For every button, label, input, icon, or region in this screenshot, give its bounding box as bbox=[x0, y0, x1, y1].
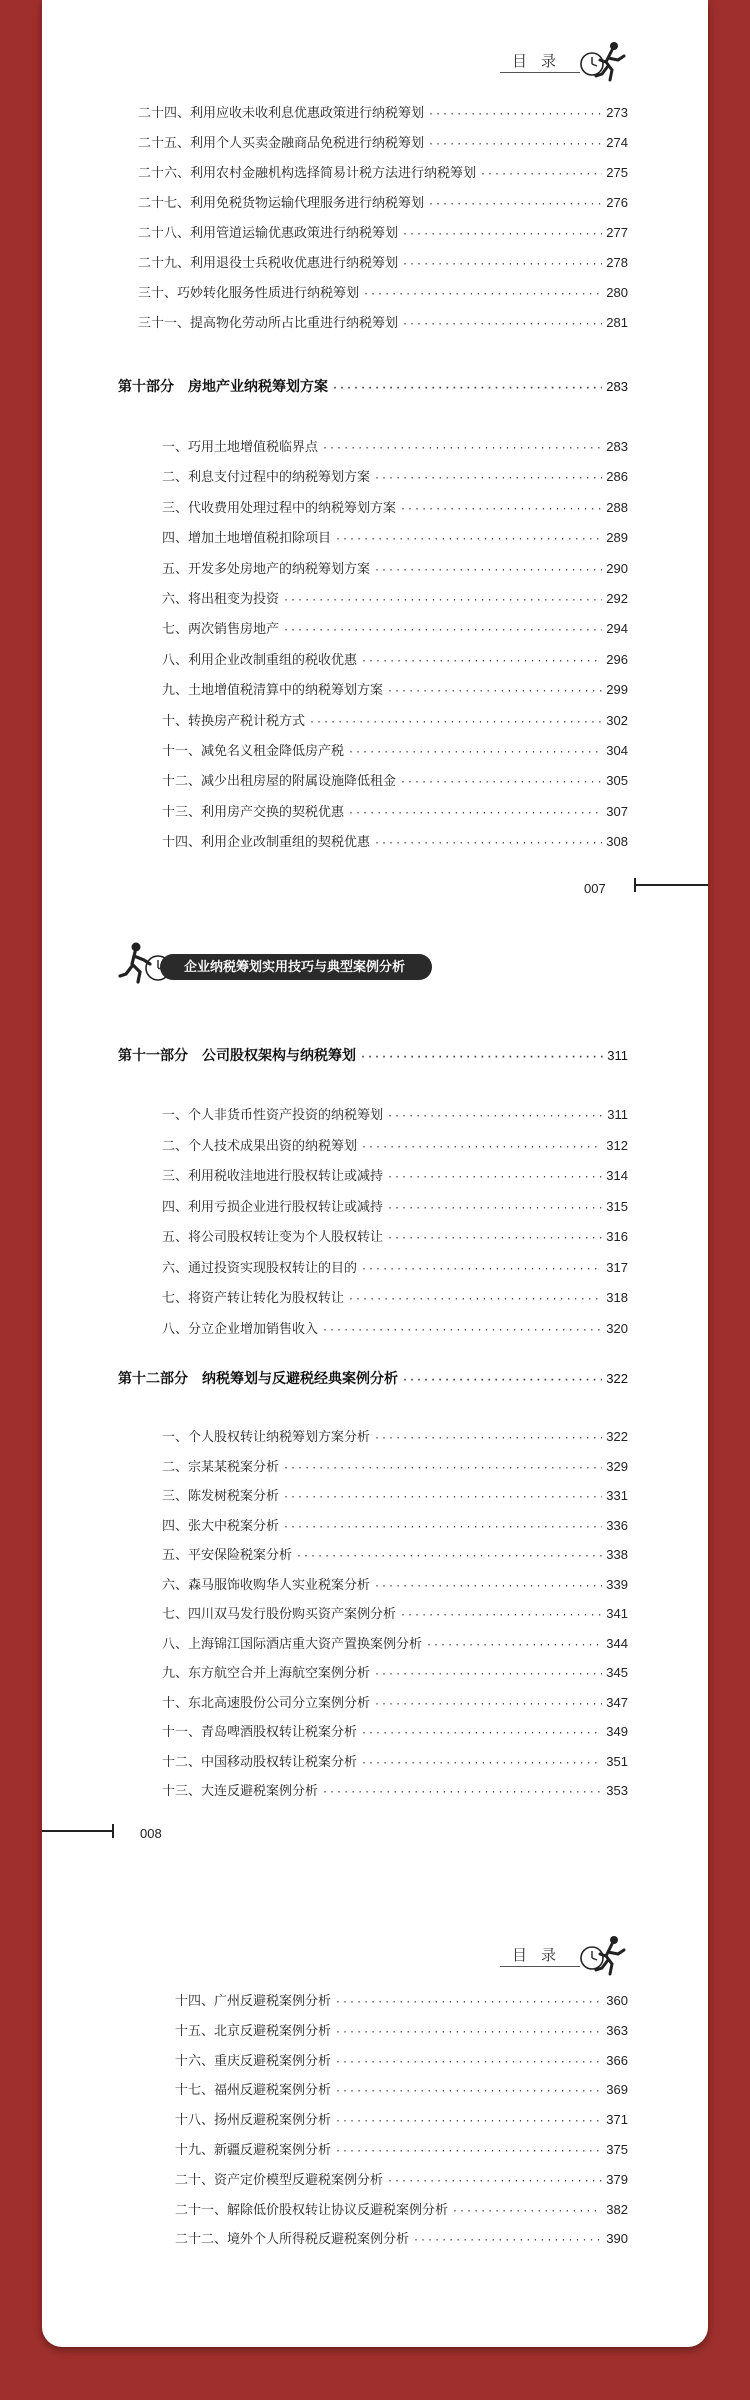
dot-leader bbox=[387, 1111, 603, 1122]
toc-entry-title: 七、四川双马发行股份购买资产案例分析 bbox=[162, 1607, 397, 1622]
dot-leader bbox=[374, 838, 602, 849]
toc-entry-page: 289 bbox=[606, 530, 628, 546]
toc-entry[interactable] bbox=[175, 2139, 628, 2158]
dot-leader bbox=[374, 1581, 602, 1592]
toc-entry-page: 371 bbox=[606, 2112, 628, 2128]
toc-entry-title: 二十七、利用免税货物运输代理服务进行纳税筹划 bbox=[138, 196, 425, 211]
toc-entry[interactable] bbox=[138, 162, 628, 181]
toc-entry[interactable] bbox=[162, 801, 628, 820]
toc-entry-title: 十一、减免名义租金降低房产税 bbox=[162, 744, 345, 759]
dot-leader bbox=[400, 1610, 602, 1621]
toc-entry-page: 275 bbox=[606, 165, 628, 180]
dot-leader bbox=[428, 139, 602, 150]
dot-leader bbox=[348, 1294, 602, 1305]
dot-leader bbox=[322, 1325, 602, 1336]
toc-entry[interactable] bbox=[162, 1751, 628, 1770]
toc-entry-title: 八、利用企业改制重组的税收优惠 bbox=[162, 652, 358, 668]
toc-entry-title: 十三、大连反避税案例分析 bbox=[162, 1784, 319, 1799]
toc-entry[interactable] bbox=[162, 1196, 628, 1215]
dot-leader bbox=[480, 169, 602, 180]
dot-leader bbox=[452, 2206, 602, 2217]
toc-entry[interactable] bbox=[162, 1104, 628, 1123]
dot-leader bbox=[413, 2235, 602, 2246]
toc-entry[interactable] bbox=[162, 1287, 628, 1306]
toc-entry-page: 277 bbox=[606, 225, 628, 240]
toc-entry-title: 十五、北京反避税案例分析 bbox=[175, 2023, 332, 2039]
toc-entry[interactable] bbox=[175, 2079, 628, 2098]
dot-leader bbox=[309, 717, 602, 728]
dot-leader bbox=[335, 2027, 602, 2038]
dot-leader bbox=[428, 199, 602, 210]
toc-entry-page: 304 bbox=[606, 743, 628, 758]
toc-entry-page: 349 bbox=[606, 1724, 628, 1739]
toc-entry[interactable] bbox=[175, 2020, 628, 2039]
toc-header-text: 目录 bbox=[512, 53, 571, 70]
toc-entry[interactable] bbox=[138, 222, 628, 241]
toc-entry-title: 十六、重庆反避税案例分析 bbox=[175, 2053, 332, 2069]
toc-entry[interactable] bbox=[175, 2228, 628, 2247]
toc-entry-title: 六、将出租变为投资 bbox=[162, 592, 280, 607]
toc-entry[interactable] bbox=[162, 1574, 628, 1593]
toc-entry-page: 379 bbox=[606, 2171, 628, 2187]
toc-entry-title: 十九、新疆反避税案例分析 bbox=[175, 2143, 332, 2158]
toc-entry-title: 三十、巧妙转化服务性质进行纳税筹划 bbox=[138, 286, 360, 301]
toc-entry-title: 五、将公司股权转让变为个人股权转让 bbox=[162, 1230, 384, 1245]
page-number: 007 bbox=[584, 881, 606, 896]
toc-entry-page: 336 bbox=[606, 1517, 628, 1533]
toc-entry-title: 十一、青岛啤酒股权转让税案分析 bbox=[162, 1725, 358, 1740]
toc-entry-title: 三、代收费用处理过程中的纳税筹划方案 bbox=[162, 500, 397, 516]
toc-entry-page: 278 bbox=[606, 255, 628, 270]
toc-entry-page: 290 bbox=[606, 560, 628, 576]
dot-leader bbox=[387, 2176, 602, 2187]
dot-leader bbox=[361, 1758, 602, 1769]
dot-leader bbox=[348, 808, 602, 819]
toc-entry-page: 302 bbox=[606, 712, 628, 728]
toc-entry[interactable] bbox=[162, 497, 628, 516]
toc-entry-title: 第十部分 房地产业纳税筹划方案 bbox=[118, 378, 328, 394]
toc-entry-page: 286 bbox=[606, 469, 628, 485]
dot-leader bbox=[402, 1375, 602, 1386]
toc-entry[interactable] bbox=[175, 1990, 628, 2009]
toc-entry-title: 十二、中国移动股权转让税案分析 bbox=[162, 1754, 358, 1770]
toc-entry[interactable] bbox=[138, 102, 628, 121]
dot-leader bbox=[335, 534, 602, 545]
toc-header-text: 目录 bbox=[512, 1947, 571, 1964]
toc-entry[interactable] bbox=[162, 1544, 628, 1563]
toc-entry-title: 二十九、利用退役士兵税收优惠进行纳税筹划 bbox=[138, 256, 399, 271]
toc-entry-title: 十二、减少出租房屋的附属设施降低租金 bbox=[162, 774, 397, 790]
toc-entry[interactable] bbox=[162, 558, 628, 577]
toc-entry-title: 二、利息支付过程中的纳税筹划方案 bbox=[162, 470, 371, 486]
dot-leader bbox=[374, 1433, 602, 1444]
toc-entry[interactable] bbox=[162, 1456, 628, 1475]
toc-entry-title: 一、巧用土地增值税临界点 bbox=[162, 440, 319, 455]
toc-entry-page: 273 bbox=[606, 105, 628, 120]
dot-leader bbox=[387, 1203, 602, 1214]
toc-entry-page: 329 bbox=[606, 1458, 628, 1474]
toc-entry-page: 299 bbox=[606, 682, 628, 698]
dot-leader bbox=[387, 1172, 602, 1183]
toc-entry-page: 369 bbox=[606, 2082, 628, 2098]
toc-entry-title: 三、利用税收洼地进行股权转让或减持 bbox=[162, 1169, 384, 1184]
dot-leader bbox=[426, 1640, 602, 1651]
dot-leader bbox=[428, 109, 602, 120]
dot-leader bbox=[402, 319, 602, 330]
toc-entry-title: 二十、资产定价模型反避税案例分析 bbox=[175, 2172, 384, 2188]
toc-entry-page: 305 bbox=[606, 773, 628, 789]
toc-entry-page: 316 bbox=[606, 1229, 628, 1244]
toc-entry[interactable] bbox=[162, 1165, 628, 1184]
toc-entry[interactable] bbox=[162, 1692, 628, 1711]
running-man-clock-icon bbox=[578, 38, 630, 82]
toc-entry-page: 283 bbox=[606, 379, 628, 394]
toc-entry-title: 九、东方航空合并上海航空案例分析 bbox=[162, 1666, 371, 1681]
toc-entry-title: 四、张大中税案分析 bbox=[162, 1518, 280, 1534]
toc-entry-title: 九、土地增值税清算中的纳税筹划方案 bbox=[162, 683, 384, 699]
page-number: 008 bbox=[140, 1826, 162, 1841]
toc-entry-page: 296 bbox=[606, 651, 628, 667]
toc-entry-title: 二十八、利用管道运输优惠政策进行纳税筹划 bbox=[138, 226, 399, 241]
header-rule bbox=[500, 1966, 580, 1967]
toc-entry[interactable] bbox=[162, 740, 628, 759]
toc-entry-page: 344 bbox=[606, 1635, 628, 1651]
toc-entry-title: 五、开发多处房地产的纳税筹划方案 bbox=[162, 561, 371, 577]
toc-entry[interactable] bbox=[138, 132, 628, 151]
toc-entry[interactable] bbox=[162, 1485, 628, 1504]
toc-entry[interactable] bbox=[175, 2199, 628, 2218]
toc-entry[interactable] bbox=[162, 588, 628, 607]
toc-entry-page: 322 bbox=[606, 1429, 628, 1444]
toc-entry-title: 八、上海锦江国际酒店重大资产置换案例分析 bbox=[162, 1636, 423, 1652]
toc-entry-title: 十七、福州反避税案例分析 bbox=[175, 2083, 332, 2099]
dot-leader bbox=[360, 1052, 603, 1063]
toc-entry-title: 十四、广州反避税案例分析 bbox=[175, 1994, 332, 2009]
toc-entry-title: 五、平安保险税案分析 bbox=[162, 1548, 293, 1563]
toc-entry-page: 351 bbox=[606, 1753, 628, 1769]
toc-entry-page: 366 bbox=[606, 2052, 628, 2068]
dot-leader bbox=[400, 504, 602, 515]
toc-entry[interactable] bbox=[175, 2169, 628, 2188]
toc-entry-page: 320 bbox=[606, 1320, 628, 1336]
toc-entry-title: 十八、扬州反避税案例分析 bbox=[175, 2113, 332, 2129]
toc-entry-title: 十、转换房产税计税方式 bbox=[162, 713, 306, 729]
toc-entry-page: 281 bbox=[606, 315, 628, 330]
dot-leader bbox=[400, 777, 602, 788]
dot-leader bbox=[335, 2086, 602, 2097]
toc-entry-title: 二十二、境外个人所得税反避税案例分析 bbox=[175, 2232, 410, 2248]
toc-entry-title: 二、宗某某税案分析 bbox=[162, 1459, 280, 1475]
toc-entry[interactable] bbox=[175, 2109, 628, 2128]
toc-entry[interactable] bbox=[138, 252, 628, 271]
dot-leader bbox=[402, 259, 602, 270]
toc-entry-title: 八、分立企业增加销售收入 bbox=[162, 1321, 319, 1337]
dot-leader bbox=[374, 565, 602, 576]
toc-entry[interactable] bbox=[162, 1633, 628, 1652]
toc-section-heading[interactable] bbox=[118, 1368, 628, 1388]
toc-entry-title: 第十二部分 纳税筹划与反避税经典案例分析 bbox=[118, 1370, 398, 1386]
book-title-text: 企业纳税筹划实用技巧与典型案例分析 bbox=[184, 959, 406, 974]
toc-entry[interactable] bbox=[162, 527, 628, 546]
page-marker-line bbox=[42, 1830, 114, 1832]
toc-entry-title: 六、通过投资实现股权转让的目的 bbox=[162, 1260, 358, 1276]
toc-entry-page: 345 bbox=[606, 1665, 628, 1680]
toc-entry-page: 276 bbox=[606, 195, 628, 210]
toc-entry-page: 353 bbox=[606, 1783, 628, 1798]
toc-entry[interactable] bbox=[162, 436, 628, 455]
toc-entry-page: 382 bbox=[606, 2201, 628, 2217]
toc-entry-title: 二十五、利用个人买卖金融商品免税进行纳税筹划 bbox=[138, 136, 425, 151]
dot-leader bbox=[387, 686, 602, 697]
running-man-clock-icon bbox=[578, 1932, 630, 1976]
toc-entry[interactable] bbox=[162, 1426, 628, 1445]
dot-leader bbox=[322, 443, 602, 454]
dot-leader bbox=[335, 1997, 602, 2008]
toc-header bbox=[512, 50, 570, 71]
toc-entry-title: 十三、利用房产交换的契税优惠 bbox=[162, 804, 345, 820]
toc-entry[interactable] bbox=[138, 192, 628, 211]
toc-entry-page: 314 bbox=[606, 1168, 628, 1183]
toc-entry[interactable] bbox=[162, 1721, 628, 1740]
toc-entry-page: 312 bbox=[606, 1137, 628, 1153]
toc-entry-title: 十、东北高速股份公司分立案例分析 bbox=[162, 1695, 371, 1711]
toc-entry-title: 四、增加土地增值税扣除项目 bbox=[162, 531, 332, 547]
toc-entry[interactable] bbox=[162, 1515, 628, 1534]
toc-entry[interactable] bbox=[162, 1662, 628, 1681]
header-rule bbox=[500, 72, 580, 73]
dot-leader bbox=[402, 229, 602, 240]
dot-leader bbox=[283, 595, 602, 606]
toc-entry[interactable] bbox=[162, 710, 628, 729]
toc-entry-title: 四、利用亏损企业进行股权转让或减持 bbox=[162, 1199, 384, 1215]
toc-entry[interactable] bbox=[162, 1318, 628, 1337]
toc-entry-title: 二十四、利用应收未收利息优惠政策进行纳税筹划 bbox=[138, 106, 425, 121]
dot-leader bbox=[335, 2116, 602, 2127]
toc-entry[interactable] bbox=[175, 2050, 628, 2069]
toc-entry-title: 二十六、利用农村金融机构选择简易计税方法进行纳税筹划 bbox=[138, 166, 477, 181]
dot-leader bbox=[296, 1551, 602, 1562]
dot-leader bbox=[361, 1728, 602, 1739]
toc-entry-page: 331 bbox=[606, 1488, 628, 1503]
toc-entry[interactable] bbox=[162, 618, 628, 637]
dot-leader bbox=[361, 656, 602, 667]
toc-entry-page: 288 bbox=[606, 499, 628, 515]
toc-entry-title: 十四、利用企业改制重组的契税优惠 bbox=[162, 835, 371, 851]
dot-leader bbox=[348, 747, 602, 758]
toc-entry-title: 三、陈发树税案分析 bbox=[162, 1489, 280, 1504]
toc-entry[interactable] bbox=[162, 1603, 628, 1622]
toc-header bbox=[512, 1944, 570, 1965]
toc-entry-page: 341 bbox=[606, 1606, 628, 1621]
toc-entry-title: 三十一、提高物化劳动所占比重进行纳税筹划 bbox=[138, 316, 399, 331]
toc-entry[interactable] bbox=[162, 770, 628, 789]
toc-entry[interactable] bbox=[138, 282, 628, 301]
toc-entry-page: 375 bbox=[606, 2142, 628, 2157]
dot-leader bbox=[283, 625, 602, 636]
dot-leader bbox=[374, 1669, 602, 1680]
toc-entry-page: 280 bbox=[606, 285, 628, 300]
toc-section-heading[interactable] bbox=[118, 376, 628, 396]
toc-entry-page: 322 bbox=[606, 1371, 628, 1386]
toc-entry-page: 315 bbox=[606, 1198, 628, 1214]
toc-entry-page: 311 bbox=[607, 1107, 628, 1122]
page-marker-bar bbox=[112, 1824, 114, 1838]
toc-entry[interactable] bbox=[162, 831, 628, 850]
toc-entry-page: 339 bbox=[606, 1576, 628, 1592]
toc-entry-title: 六、森马服饰收购华人实业税案分析 bbox=[162, 1577, 371, 1593]
toc-entry-title: 一、个人非货币性资产投资的纳税筹划 bbox=[162, 1108, 384, 1123]
dot-leader bbox=[332, 383, 602, 394]
toc-entry[interactable] bbox=[162, 1226, 628, 1245]
toc-entry-page: 347 bbox=[606, 1694, 628, 1710]
dot-leader bbox=[322, 1787, 602, 1798]
toc-entry[interactable] bbox=[162, 1257, 628, 1276]
toc-entry[interactable] bbox=[162, 466, 628, 485]
toc-entry[interactable] bbox=[162, 1135, 628, 1154]
dot-leader bbox=[374, 473, 602, 484]
toc-entry-title: 二、个人技术成果出资的纳税筹划 bbox=[162, 1138, 358, 1154]
dot-leader bbox=[283, 1522, 602, 1533]
toc-entry-title: 第十一部分 公司股权架构与纳税筹划 bbox=[118, 1047, 356, 1063]
toc-entry-page: 274 bbox=[606, 135, 628, 150]
dot-leader bbox=[361, 1142, 602, 1153]
toc-entry-page: 308 bbox=[606, 834, 628, 850]
page-marker-line bbox=[634, 884, 708, 886]
toc-section-heading[interactable] bbox=[118, 1045, 628, 1065]
toc-entry-page: 307 bbox=[606, 803, 628, 819]
toc-entry[interactable] bbox=[138, 312, 628, 331]
dot-leader bbox=[387, 1233, 602, 1244]
toc-entry-page: 283 bbox=[606, 439, 628, 454]
toc-entry-page: 311 bbox=[607, 1048, 628, 1063]
toc-entry-page: 390 bbox=[606, 2231, 628, 2247]
dot-leader bbox=[363, 289, 602, 300]
toc-entry-page: 360 bbox=[606, 1993, 628, 2008]
dot-leader bbox=[283, 1463, 602, 1474]
dot-leader bbox=[361, 1264, 602, 1275]
dot-leader bbox=[335, 2057, 602, 2068]
toc-entry[interactable] bbox=[162, 649, 628, 668]
toc-entry-page: 318 bbox=[606, 1290, 628, 1305]
toc-entry-title: 一、个人股权转让纳税筹划方案分析 bbox=[162, 1430, 371, 1445]
toc-entry-page: 338 bbox=[606, 1547, 628, 1562]
toc-entry-title: 七、将资产转让转化为股权转让 bbox=[162, 1291, 345, 1306]
toc-entry-page: 317 bbox=[606, 1259, 628, 1275]
dot-leader bbox=[335, 2146, 602, 2157]
dot-leader bbox=[374, 1699, 602, 1710]
toc-entry-title: 二十一、解除低价股权转让协议反避税案例分析 bbox=[175, 2202, 449, 2218]
toc-entry-title: 七、两次销售房地产 bbox=[162, 622, 280, 638]
toc-entry-page: 294 bbox=[606, 621, 628, 637]
toc-entry[interactable] bbox=[162, 679, 628, 698]
dot-leader bbox=[283, 1492, 602, 1503]
toc-entry-page: 363 bbox=[606, 2022, 628, 2038]
toc-entry-page: 292 bbox=[606, 591, 628, 606]
toc-entry[interactable] bbox=[162, 1780, 628, 1799]
